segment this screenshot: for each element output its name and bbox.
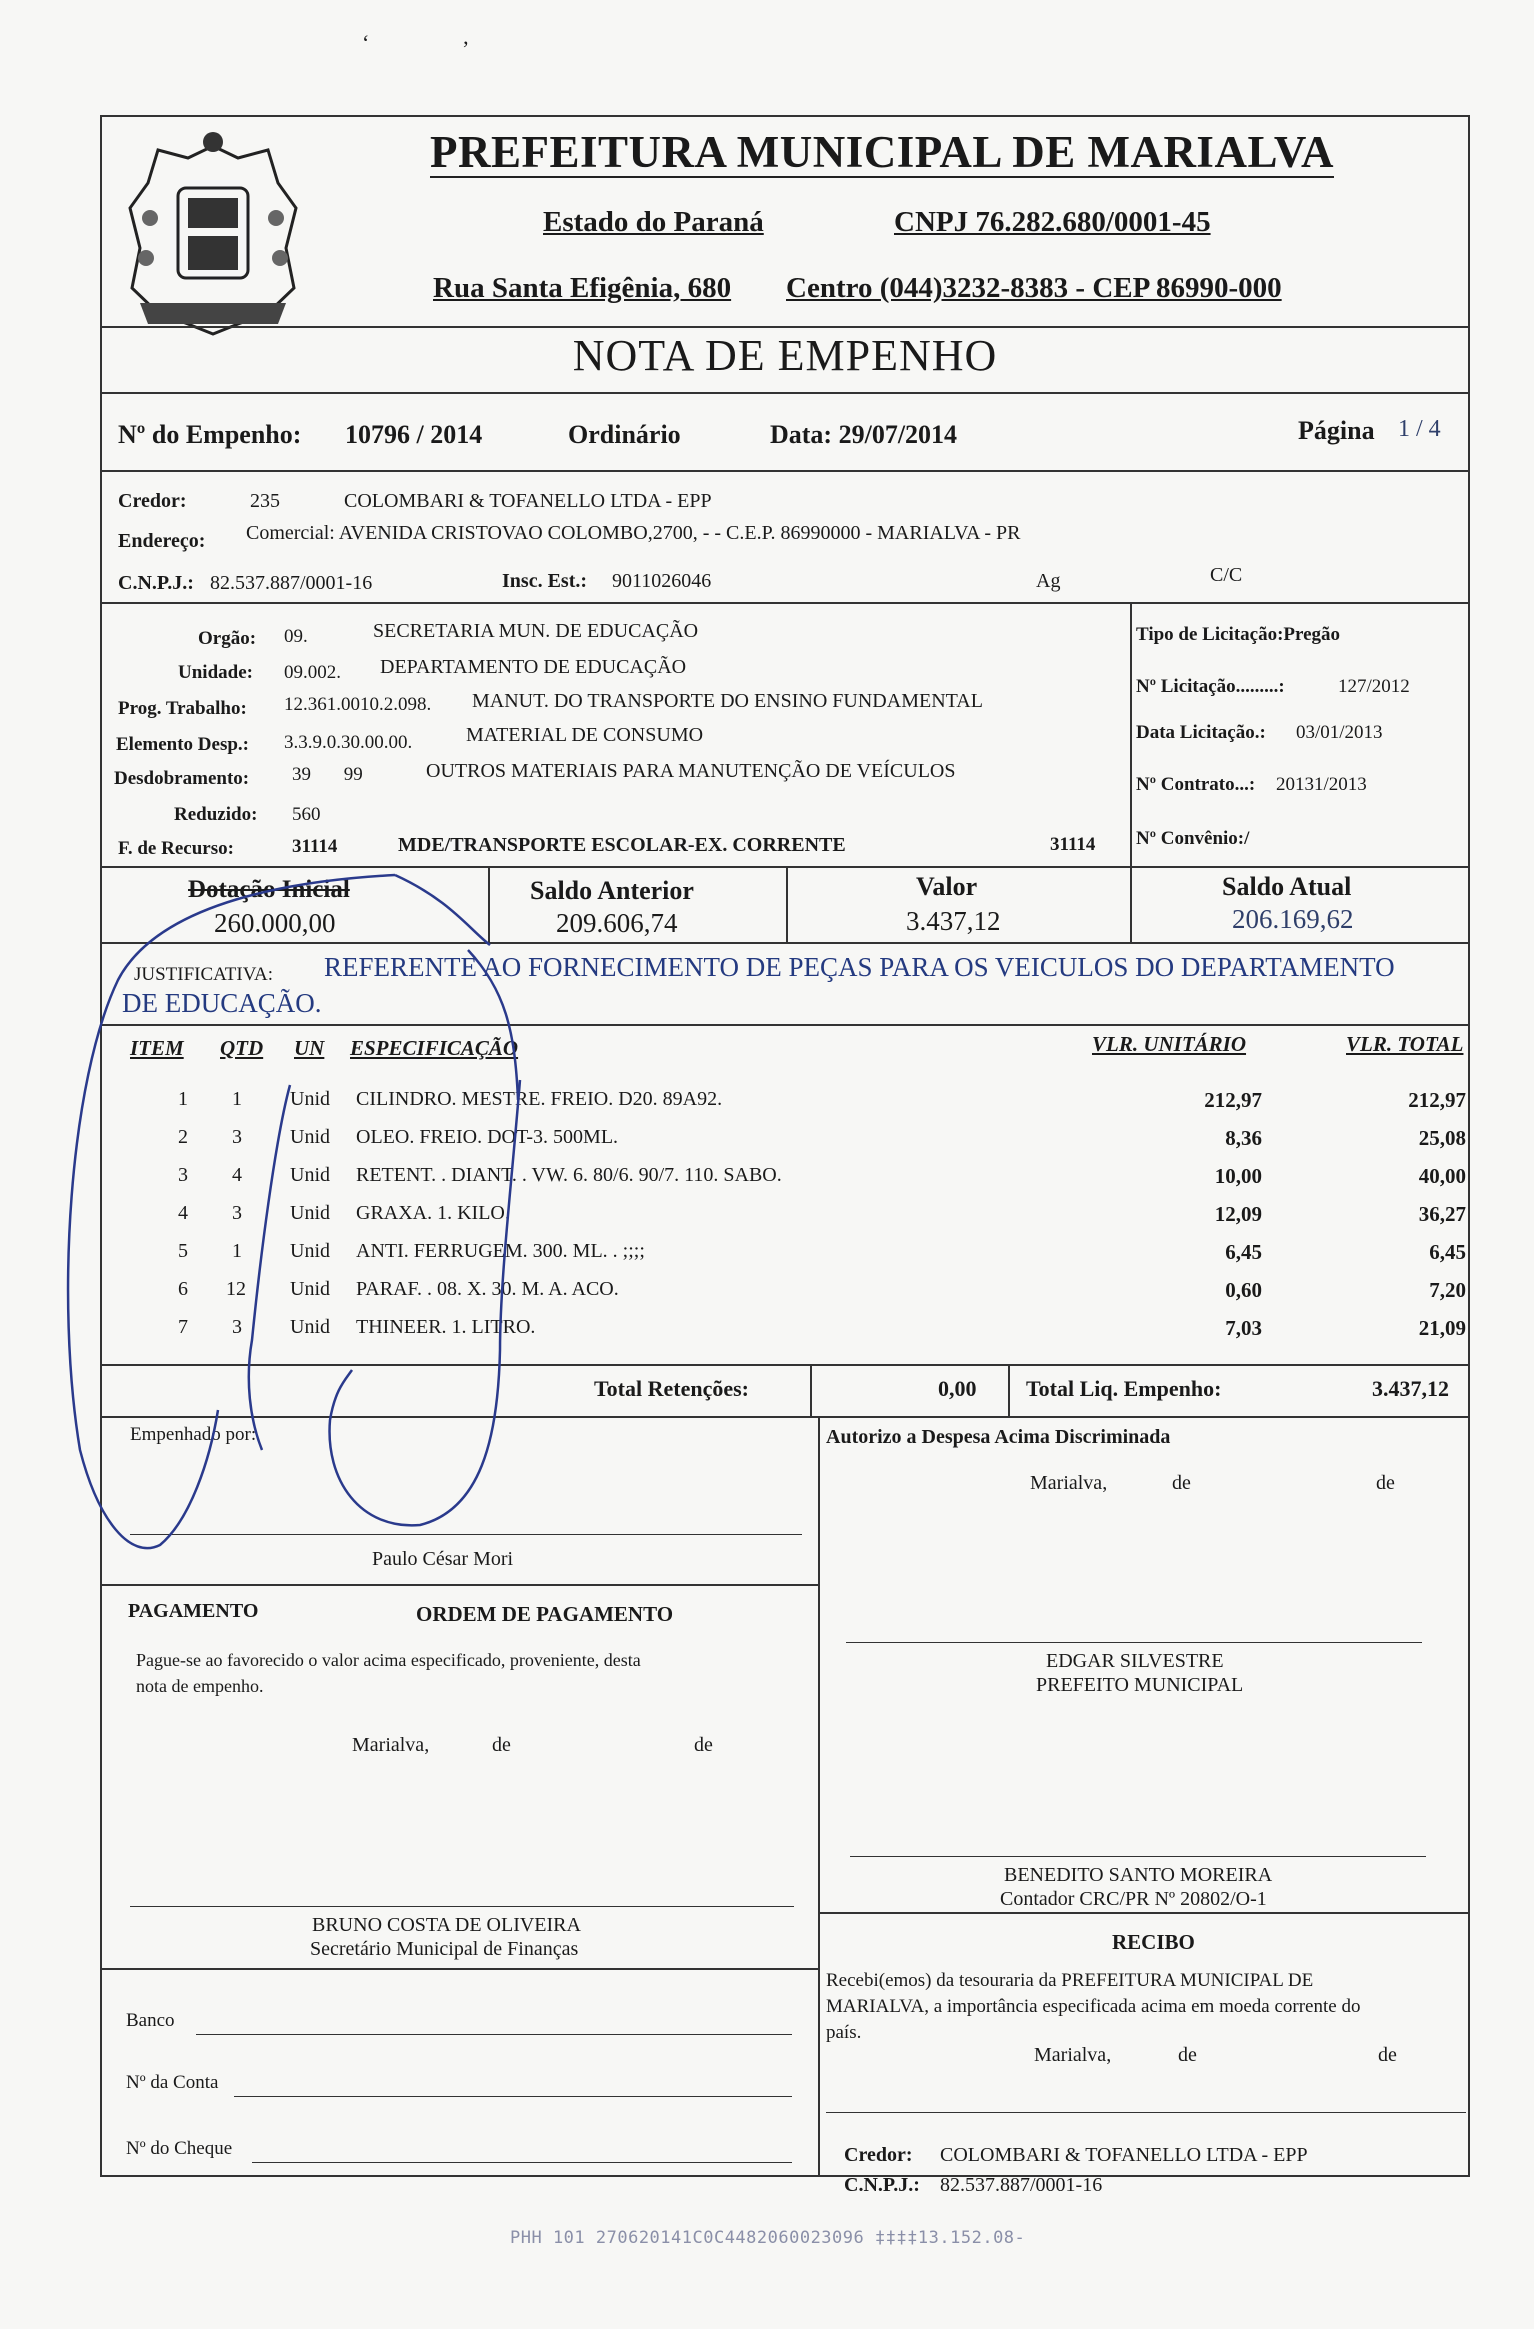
licitacao-number: 127/2012 <box>1338 676 1410 697</box>
prog-name: MANUT. DO TRANSPORTE DO ENSINO FUNDAMENTAL <box>472 690 983 712</box>
ie-label: Insc. Est.: <box>502 570 588 592</box>
item-total-value: 40,00 <box>1418 1164 1466 1188</box>
saldo-anterior-value: 209.606,74 <box>556 908 678 938</box>
justificativa-text-2: DE EDUCAÇÃO. <box>122 988 322 1018</box>
col-especificacao: ESPECIFICAÇÃO <box>350 1036 519 1060</box>
document-title: NOTA DE EMPENHO <box>572 331 998 380</box>
elemento-code: 3.3.9.0.30.00.00. <box>284 732 413 753</box>
signature-line <box>130 1906 794 1907</box>
city-address: Rua Santa Efigênia, 680 <box>433 272 732 304</box>
divider <box>102 866 1468 868</box>
recibo-city: Marialva, <box>1034 2044 1112 2066</box>
item-un: Unid <box>290 1278 330 1300</box>
contrato-number: 20131/2013 <box>1276 774 1367 795</box>
unidade-name: DEPARTAMENTO DE EDUCAÇÃO <box>380 656 687 678</box>
divider <box>818 1417 820 2177</box>
address-label: Endereço: <box>118 530 206 552</box>
item-total-value: 6,45 <box>1429 1240 1466 1264</box>
desdobramento-name: OUTROS MATERIAIS PARA MANUTENÇÃO DE VEÍCULOS <box>426 760 956 782</box>
city-coat-of-arms <box>118 128 308 340</box>
item-qtd: 4 <box>232 1164 242 1186</box>
item-total-value: 212,97 <box>1408 1088 1466 1112</box>
recibo-text-2: MARIALVA, a importância especificada acima em moeda corrente do <box>826 1996 1361 2017</box>
data-licitacao: 03/01/2013 <box>1296 722 1383 743</box>
item-un: Unid <box>290 1126 330 1148</box>
table-row <box>0 1240 1534 1270</box>
contador-role: Contador CRC/PR Nº 20802/O-1 <box>1000 1888 1267 1910</box>
recibo-credor-name: COLOMBARI & TOFANELLO LTDA - EPP <box>940 2144 1308 2166</box>
divider <box>1130 603 1132 873</box>
item-total-value: 7,20 <box>1429 1278 1466 1302</box>
col-vlr-unitario: VLR. UNITÁRIO <box>1092 1032 1247 1056</box>
desdobramento-label: Desdobramento: <box>114 768 250 789</box>
table-row <box>0 1278 1534 1308</box>
total-retencoes-label: Total Retenções: <box>594 1376 749 1401</box>
banco-label: Banco <box>126 2010 175 2031</box>
item-spec: RETENT. . DIANT. . VW. 6. 80/6. 90/7. 110. SABO. <box>356 1164 782 1186</box>
credor-code: 235 <box>250 490 280 512</box>
saldo-atual-value: 206.169,62 <box>1232 904 1354 934</box>
item-unit-value: 212,97 <box>1204 1088 1262 1112</box>
item-unit-value: 10,00 <box>1214 1164 1262 1188</box>
cheque-line <box>252 2162 792 2163</box>
divider <box>102 1364 1468 1366</box>
divider <box>102 942 1468 944</box>
credor-ie: 9011026046 <box>612 570 712 592</box>
pagamento-de: de <box>492 1734 511 1756</box>
recurso-code: 31114 <box>292 836 338 857</box>
item-total-value: 25,08 <box>1418 1126 1466 1150</box>
cheque-label: Nº do Cheque <box>126 2138 233 2159</box>
divider <box>1008 1365 1010 1417</box>
top-mark: ’ <box>462 36 470 61</box>
item-spec: CILINDRO. MESTRE. FREIO. D20. 89A92. <box>356 1088 723 1110</box>
signature-line <box>850 1856 1426 1857</box>
pagamento-city: Marialva, <box>352 1734 430 1756</box>
divider <box>488 867 490 943</box>
city-contact: Centro (044)3232-8383 - CEP 86990-000 <box>786 272 1282 304</box>
signature-line <box>826 2112 1466 2113</box>
saldo-atual-label: Saldo Atual <box>1222 872 1352 901</box>
table-row <box>0 1202 1534 1232</box>
divider <box>102 1024 1468 1026</box>
item-qtd: 1 <box>232 1088 242 1110</box>
saldo-anterior-label: Saldo Anterior <box>530 876 694 905</box>
contador-name: BENEDITO SANTO MOREIRA <box>1004 1864 1273 1886</box>
empenhado-label: Empenhado por: <box>130 1424 257 1445</box>
col-un: UN <box>294 1036 325 1060</box>
autorizo-city: Marialva, <box>1030 1472 1108 1494</box>
table-row <box>0 1164 1534 1194</box>
secretario-name: BRUNO COSTA DE OLIVEIRA <box>312 1914 581 1936</box>
prog-code: 12.361.0010.2.098. <box>284 694 432 715</box>
ordem-pagamento-label: ORDEM DE PAGAMENTO <box>416 1602 674 1626</box>
recurso-label: F. de Recurso: <box>118 838 234 859</box>
item-number: 2 <box>178 1126 188 1148</box>
total-retencoes-value: 0,00 <box>938 1376 977 1401</box>
page-title: PREFEITURA MUNICIPAL DE MARIALVA <box>430 127 1335 177</box>
orgao-code: 09. <box>284 626 308 647</box>
conta-line <box>234 2096 792 2097</box>
prefeito-role: PREFEITO MUNICIPAL <box>1036 1674 1244 1696</box>
item-qtd: 3 <box>232 1316 242 1338</box>
reduzido-label: Reduzido: <box>174 804 258 825</box>
signature-line <box>846 1642 1422 1643</box>
elemento-name: MATERIAL DE CONSUMO <box>466 724 704 746</box>
divider <box>102 392 1468 394</box>
credor-name: COLOMBARI & TOFANELLO LTDA - EPP <box>344 490 712 512</box>
footer-code: PHH 101 270620141C0C4482060023096 ‡‡‡‡13.152.08- <box>510 2228 1026 2248</box>
divider <box>102 1416 1468 1418</box>
cc-label: C/C <box>1210 564 1243 586</box>
recibo-de: de <box>1178 2044 1197 2066</box>
recibo-title: RECIBO <box>1112 1930 1195 1954</box>
item-number: 3 <box>178 1164 188 1186</box>
item-spec: GRAXA. 1. KILO. <box>356 1202 510 1224</box>
table-row <box>0 1316 1534 1346</box>
item-spec: ANTI. FERRUGEM. 300. ML. . ;;;; <box>356 1240 645 1262</box>
autorizo-de: de <box>1376 1472 1395 1494</box>
table-row <box>0 1088 1534 1118</box>
divider <box>102 326 1468 328</box>
recurso-code-2: 31114 <box>1050 834 1096 855</box>
divider <box>818 1912 1468 1914</box>
total-liquido-value: 3.437,12 <box>1372 1376 1449 1401</box>
dotacao-value: 260.000,00 <box>214 908 336 938</box>
recibo-de: de <box>1378 2044 1397 2066</box>
divider <box>786 867 788 943</box>
signature-line <box>130 1534 802 1535</box>
item-unit-value: 12,09 <box>1214 1202 1262 1226</box>
item-number: 6 <box>178 1278 188 1300</box>
autorizo-de: de <box>1172 1472 1191 1494</box>
page-label: Página <box>1298 416 1375 445</box>
item-number: 7 <box>178 1316 188 1338</box>
valor-label: Valor <box>916 872 978 901</box>
page-number: 1 / 4 <box>1398 416 1441 442</box>
item-total-value: 21,09 <box>1418 1316 1466 1340</box>
unidade-code: 09.002. <box>284 662 341 683</box>
ag-label: Ag <box>1036 570 1061 592</box>
item-un: Unid <box>290 1202 330 1224</box>
divider <box>102 470 1468 472</box>
recibo-text-3: país. <box>826 2022 862 2043</box>
orgao-name: SECRETARIA MUN. DE EDUCAÇÃO <box>373 620 699 642</box>
item-qtd: 12 <box>226 1278 246 1300</box>
reduzido-value: 560 <box>292 804 321 825</box>
tipo-licitacao: Tipo de Licitação:Pregão <box>1136 624 1341 645</box>
empenho-date: Data: 29/07/2014 <box>770 420 958 449</box>
item-number: 4 <box>178 1202 188 1224</box>
item-un: Unid <box>290 1240 330 1262</box>
unidade-label: Unidade: <box>178 662 253 683</box>
dotacao-label: Dotação Inicial <box>188 876 350 903</box>
valor-value: 3.437,12 <box>906 906 1001 936</box>
data-licitacao-label: Data Licitação.: <box>1136 722 1266 743</box>
item-total-value: 36,27 <box>1418 1202 1466 1226</box>
desdobramento-code: 39 99 <box>292 764 363 785</box>
justificativa-label: JUSTIFICATIVA: <box>134 964 274 985</box>
pagamento-label: PAGAMENTO <box>128 1600 259 1622</box>
item-spec: THINEER. 1. LITRO. <box>356 1316 536 1338</box>
orgao-label: Orgão: <box>198 628 257 649</box>
autorizo-title: Autorizo a Despesa Acima Discriminada <box>826 1426 1171 1448</box>
item-number: 1 <box>178 1088 188 1110</box>
table-row <box>0 1126 1534 1156</box>
item-unit-value: 7,03 <box>1225 1316 1262 1340</box>
empenhado-name: Paulo César Mori <box>372 1548 514 1570</box>
recurso-name: MDE/TRANSPORTE ESCOLAR-EX. CORRENTE <box>398 834 846 856</box>
divider <box>1130 867 1132 943</box>
pagamento-de: de <box>694 1734 713 1756</box>
divider <box>810 1365 812 1417</box>
item-qtd: 1 <box>232 1240 242 1262</box>
divider <box>102 602 1468 604</box>
divider <box>102 1584 820 1586</box>
cnpj-label: C.N.P.J.: <box>118 572 194 594</box>
empenho-label: Nº do Empenho: <box>118 420 302 449</box>
item-un: Unid <box>290 1088 330 1110</box>
pagamento-text: Pague-se ao favorecido o valor acima especificado, proveniente, desta <box>136 1650 641 1670</box>
elemento-label: Elemento Desp.: <box>116 734 249 755</box>
secretario-role: Secretário Municipal de Finanças <box>310 1938 579 1960</box>
item-unit-value: 0,60 <box>1225 1278 1262 1302</box>
col-qtd: QTD <box>220 1036 264 1060</box>
recibo-cnpj-label: C.N.P.J.: <box>844 2174 920 2196</box>
banco-line <box>196 2034 792 2035</box>
total-liquido-label: Total Liq. Empenho: <box>1026 1376 1222 1401</box>
item-un: Unid <box>290 1316 330 1338</box>
state-label: Estado do Paraná <box>543 206 764 238</box>
recibo-cnpj: 82.537.887/0001-16 <box>940 2174 1103 2196</box>
divider <box>102 1968 820 1970</box>
credor-label: Credor: <box>118 490 187 512</box>
conta-label: Nº da Conta <box>126 2072 219 2093</box>
col-item: ITEM <box>130 1036 184 1060</box>
licitacao-label: Nº Licitação.........: <box>1136 676 1285 697</box>
col-vlr-total: VLR. TOTAL <box>1346 1032 1464 1056</box>
recibo-text: Recebi(emos) da tesouraria da PREFEITURA MUNICIPAL DE <box>826 1970 1314 1991</box>
pagamento-text-2: nota de empenho. <box>136 1676 264 1696</box>
empenho-number: 10796 / 2014 <box>345 420 483 449</box>
recibo-credor-label: Credor: <box>844 2144 913 2166</box>
contrato-label: Nº Contrato...: <box>1136 774 1256 795</box>
item-unit-value: 6,45 <box>1225 1240 1262 1264</box>
prog-label: Prog. Trabalho: <box>118 698 247 719</box>
credor-cnpj: 82.537.887/0001-16 <box>210 572 373 594</box>
item-unit-value: 8,36 <box>1225 1126 1262 1150</box>
city-cnpj: CNPJ 76.282.680/0001-45 <box>894 206 1211 238</box>
item-number: 5 <box>178 1240 188 1262</box>
item-spec: OLEO. FREIO. DOT-3. 500ML. <box>356 1126 619 1148</box>
top-mark: ‘ <box>362 30 370 55</box>
empenho-type: Ordinário <box>568 420 681 449</box>
item-un: Unid <box>290 1164 330 1186</box>
item-spec: PARAF. . 08. X. 30. M. A. ACO. <box>356 1278 619 1300</box>
convenio: Nº Convênio:/ <box>1136 828 1250 849</box>
justificativa-text: REFERENTE AO FORNECIMENTO DE PEÇAS PARA OS VEICULOS DO DEPARTAMENTO <box>324 952 1395 982</box>
prefeito-name: EDGAR SILVESTRE <box>1046 1650 1224 1672</box>
item-qtd: 3 <box>232 1202 242 1224</box>
item-qtd: 3 <box>232 1126 242 1148</box>
credor-address: Comercial: AVENIDA CRISTOVAO COLOMBO,2700, - - C.E.P. 86990000 - MARIALVA - PR <box>246 522 1021 544</box>
